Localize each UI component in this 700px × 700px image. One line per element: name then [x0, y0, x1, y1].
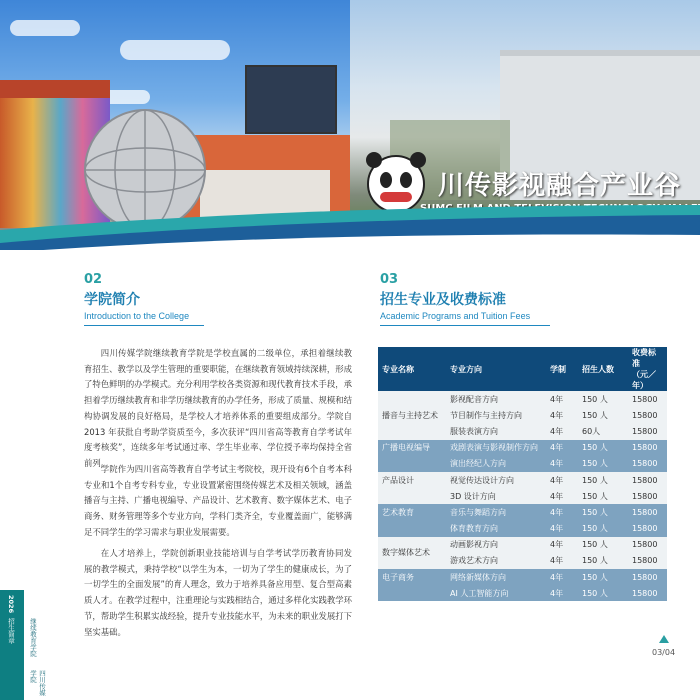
- table-row: [378, 585, 667, 601]
- side-school-label: 继续教育学院: [29, 618, 37, 657]
- page-number: 03/04: [652, 648, 676, 657]
- table-row: [378, 488, 667, 504]
- intro-paragraph-2: 学院作为四川省高等教育自学考试主考院校，现开设有6个自考本科专业和1个自考专科专业，专业设置紧密围绕传媒艺术及相关领域，涵盖播音与主持、广播电视编导、产品设计、艺术教育、数字媒体艺术、电子商务、财务管理等多个专业方向，学科门类齐全，专业覆盖面广，能够满足不同学生的学习需求与职业发展需要。: [84, 464, 352, 537]
- enrollment-cell: 150 人: [578, 391, 628, 407]
- enrollment-cell: 150 人: [578, 407, 628, 423]
- fee-cell: 15800: [628, 440, 667, 456]
- duration-cell: 4年: [546, 553, 578, 569]
- direction-cell: 3D 设计方向: [446, 488, 546, 504]
- sign-main-text: 川传影视融合产业谷: [438, 171, 682, 201]
- table-row: [378, 472, 667, 488]
- direction-cell: 音乐与舞蹈方向: [446, 504, 546, 520]
- table-row: [378, 504, 667, 520]
- header-fee-line2: （元／年）: [632, 370, 656, 390]
- duration-cell: 4年: [546, 521, 578, 537]
- duration-cell: 4年: [546, 488, 578, 504]
- header-direction: 专业方向: [446, 347, 546, 391]
- fee-cell: 15800: [628, 456, 667, 472]
- duration-cell: 4年: [546, 537, 578, 553]
- direction-cell: 动画影视方向: [446, 537, 546, 553]
- fee-cell: 15800: [628, 504, 667, 520]
- fee-cell: 15800: [628, 472, 667, 488]
- enrollment-cell: 150 人: [578, 521, 628, 537]
- direction-cell: 服装表演方向: [446, 423, 546, 439]
- fee-cell: 15800: [628, 569, 667, 585]
- intro-paragraph-1: 四川传媒学院继续教育学院是学校直属的二级单位，承担着继续教育招生、教学以及学生管理的重要职能，在继续教育领域持续深耕，形成了特色鲜明的办学模式。充分利用学校各类资源和现代教育技术手段，承担着学历继续教育和非学历继续教育的办学任务，形成了质量、规模和结构协调发展的良好格局，是学校人才培养体系的重要组成部分。学院自2013 年获批自考助学资质至今，多次获评“四川省高等教育自学考试年度考核奖”，连续多年考试通过率、学生毕业率、学位授予率均保持全省前列。: [84, 348, 352, 468]
- enrollment-cell: 150 人: [578, 472, 628, 488]
- table-row: [378, 569, 667, 585]
- section-number-02: 02: [84, 272, 103, 287]
- table-row: [378, 391, 667, 407]
- direction-cell: 体育教育方向: [446, 521, 546, 537]
- table-row: [378, 537, 667, 553]
- enrollment-cell: 150 人: [578, 553, 628, 569]
- table-header-row: [378, 347, 667, 391]
- major-cell-empty: [378, 521, 446, 537]
- fee-cell: 15800: [628, 521, 667, 537]
- enrollment-cell: 150 人: [578, 585, 628, 601]
- major-cell: 播音与主持艺术: [378, 391, 446, 440]
- enrollment-cell: 150 人: [578, 488, 628, 504]
- fee-cell: 15800: [628, 423, 667, 439]
- duration-cell: 4年: [546, 472, 578, 488]
- header-major: 专业名称: [378, 347, 446, 391]
- enrollment-cell: 150 人: [578, 456, 628, 472]
- enrollment-cell: 60人: [578, 423, 628, 439]
- fee-cell: 15800: [628, 585, 667, 601]
- duration-cell: 4年: [546, 504, 578, 520]
- enrollment-cell: 150 人: [578, 537, 628, 553]
- header-enrollment: 招生人数: [578, 347, 628, 391]
- table-row: [378, 521, 667, 537]
- direction-cell: 节目制作与主持方向: [446, 407, 546, 423]
- fee-cell: 15800: [628, 488, 667, 504]
- header-fee: [628, 347, 667, 391]
- header-photos: [0, 0, 700, 250]
- major-cell: 艺术教育: [378, 504, 446, 520]
- duration-cell: 4年: [546, 391, 578, 407]
- duration-cell: 4年: [546, 423, 578, 439]
- duration-cell: 4年: [546, 585, 578, 601]
- major-cell-empty: [378, 456, 446, 472]
- major-cell-empty: [378, 585, 446, 601]
- direction-cell: 网络新媒体方向: [446, 569, 546, 585]
- fee-cell: 15800: [628, 407, 667, 423]
- direction-cell: 戏剧表演与影视制作方向: [446, 440, 546, 456]
- major-cell: 数字媒体艺术: [378, 537, 446, 569]
- duration-cell: 4年: [546, 440, 578, 456]
- direction-cell: 视觉传达设计方向: [446, 472, 546, 488]
- enrollment-cell: 150 人: [578, 504, 628, 520]
- enrollment-cell: 150 人: [578, 569, 628, 585]
- intro-paragraph-3: 在人才培养上，学院创新职业技能培训与自学考试学历教育协同发展的教学模式，秉持学校“以学生为本，一切为了学生的健康成长，为了一切学生的全面发展”的育人理念，致力于培养具备应用型、复合型高素质人才。在教学过程中，注重理论与实践相结合，通过多样化实践教学环节，帮助学生积累实战经验，提升专业技能水平，为未来的职业发展打下坚实基础。: [84, 548, 352, 637]
- section-title-programs: 招生专业及收费标准: [380, 292, 506, 308]
- header-wave: [0, 205, 700, 250]
- section-subtitle-programs: Academic Programs and Tuition Fees: [380, 311, 531, 321]
- side-brochure-label: 招生简章: [7, 618, 15, 644]
- major-cell-empty: [378, 488, 446, 504]
- fee-cell: 15800: [628, 553, 667, 569]
- major-cell: 产品设计: [378, 472, 446, 488]
- duration-cell: 4年: [546, 456, 578, 472]
- header-fee-line1: 收费标准: [632, 348, 656, 368]
- fee-cell: 15800: [628, 391, 667, 407]
- major-cell: 电子商务: [378, 569, 446, 585]
- section-subtitle-intro: Introduction to the College: [84, 311, 190, 321]
- direction-cell: AI 人工智能方向: [446, 585, 546, 601]
- side-college-label: 四川传媒学院: [29, 670, 46, 696]
- direction-cell: 游戏艺术方向: [446, 553, 546, 569]
- side-year: 2026: [7, 595, 15, 614]
- divider: [380, 325, 550, 326]
- header-duration: 学制: [546, 347, 578, 391]
- divider: [84, 325, 204, 326]
- duration-cell: 4年: [546, 407, 578, 423]
- fee-cell: 15800: [628, 537, 667, 553]
- section-number-03: 03: [380, 272, 399, 287]
- duration-cell: 4年: [546, 569, 578, 585]
- tuition-table: [378, 347, 667, 601]
- section-title-intro: 学院简介: [84, 292, 140, 308]
- enrollment-cell: 150 人: [578, 440, 628, 456]
- page-marker-icon: [659, 635, 669, 643]
- direction-cell: 演出经纪人方向: [446, 456, 546, 472]
- table-row: [378, 456, 667, 472]
- major-cell: 广播电视编导: [378, 440, 446, 456]
- table-row: [378, 440, 667, 456]
- direction-cell: 影视配音方向: [446, 391, 546, 407]
